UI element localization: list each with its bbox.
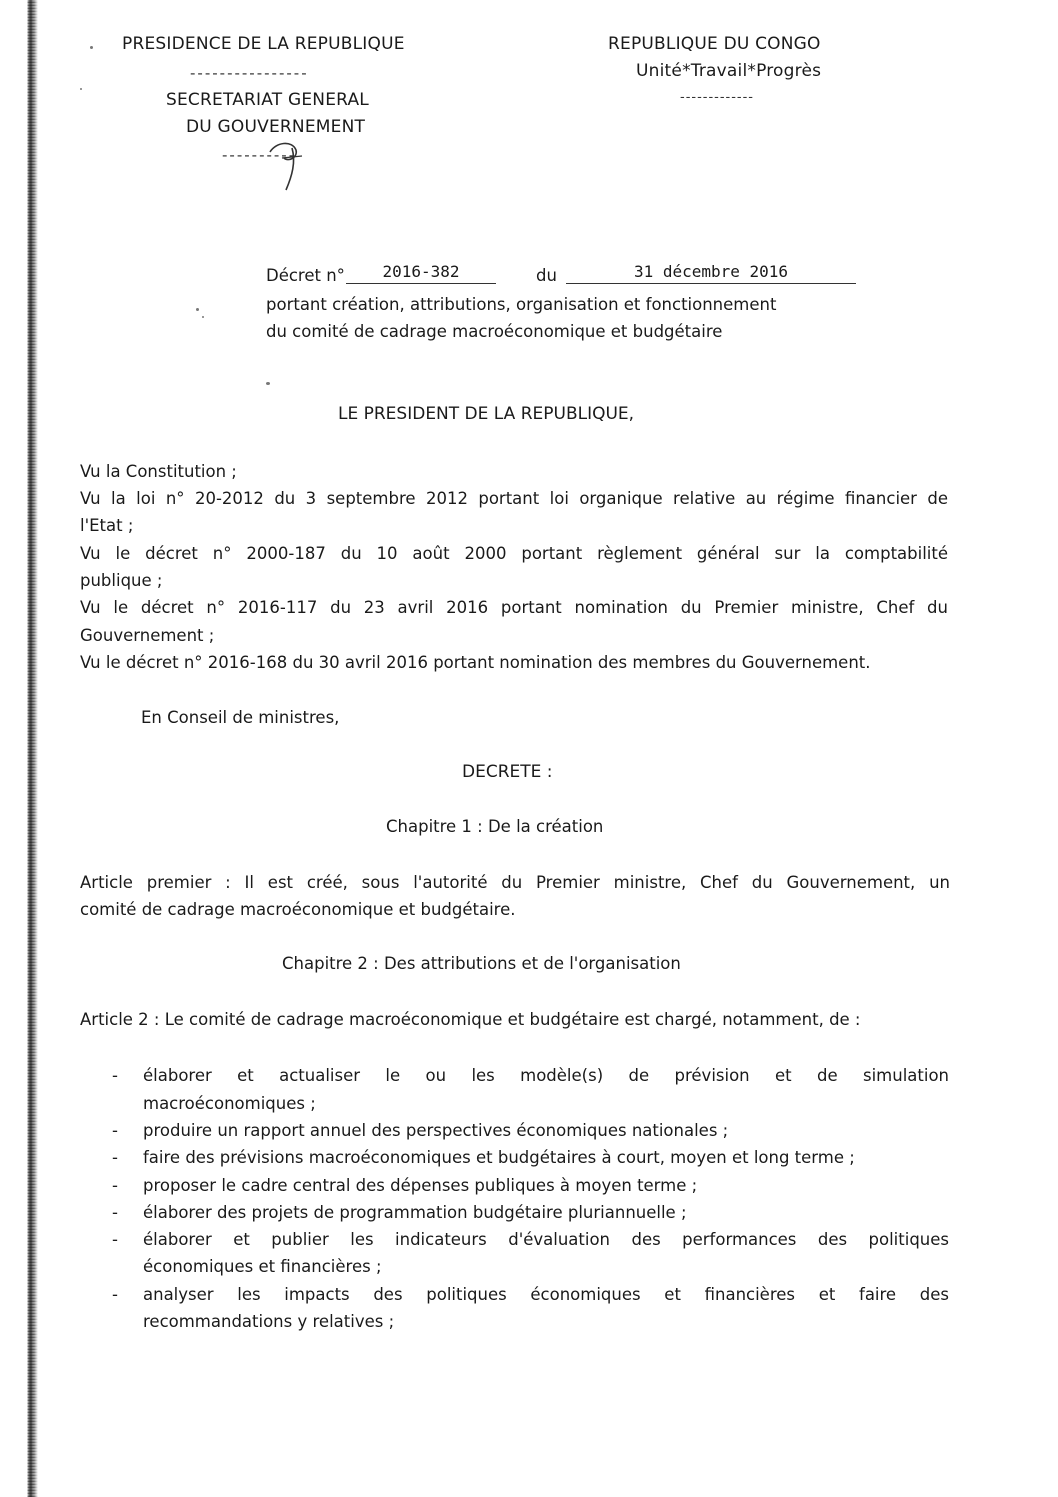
decree-date: 31 décembre 2016 [566,262,856,284]
bullet-dash: - [112,1121,118,1140]
scan-speck [90,46,93,49]
decrete-heading: DECRETE : [462,762,553,782]
scan-speck [80,88,82,90]
visa-line: Vu la loi n° 20-2012 du 3 septembre 2012 portant loi organique relative au régime financier de [80,489,948,508]
decree-subject: portant création, attributions, organisation et fonctionnement [266,295,777,314]
decree-number: 2016-382 [346,262,496,284]
article-text: Article 2 : Le comité de cadrage macroéconomique et budgétaire est chargé, notamment, de : [80,1010,861,1029]
article-text: Article premier : Il est créé, sous l'autorité du Premier ministre, Chef du Gouvernement, un [80,873,950,892]
visa-line: Vu la Constitution ; [80,462,237,481]
visa-line: Vu le décret n° 2016-168 du 30 avril 2016 portant nomination des membres du Gouvernement. [80,653,871,672]
visa-line: l'Etat ; [80,516,134,535]
decree-label: Décret n° [266,266,345,285]
list-item: élaborer et publier les indicateurs d'évaluation des performances des politiques [143,1230,949,1249]
header-separator: ------------- [680,90,754,105]
chapter-heading: Chapitre 2 : Des attributions et de l'organisation [282,954,681,973]
scan-binding-edge [0,0,38,1497]
list-item: analyser les impacts des politiques économiques et financières et faire des [143,1285,949,1304]
visa-line: publique ; [80,571,163,590]
header-motto: Unité*Travail*Progrès [636,61,822,81]
list-item: économiques et financières ; [143,1257,382,1276]
visa-line: Vu le décret n° 2000-187 du 10 août 2000 portant règlement général sur la comptabilité [80,544,948,563]
scan-speck [196,308,199,311]
article-text: comité de cadrage macroéconomique et budgétaire. [80,900,516,919]
header-separator: ---------- [222,146,297,164]
list-item: élaborer et actualiser le ou les modèle(s) de prévision et de simulation [143,1066,949,1085]
conseil-line: En Conseil de ministres, [141,708,340,727]
handwritten-mark [262,128,312,194]
list-item: produire un rapport annuel des perspectives économiques nationales ; [143,1121,729,1140]
bullet-dash: - [112,1066,118,1085]
bullet-dash: - [112,1285,118,1304]
bullet-dash: - [112,1230,118,1249]
decree-subject: du comité de cadrage macroéconomique et budgétaire [266,322,723,341]
chapter-heading: Chapitre 1 : De la création [386,817,604,836]
scan-speck [202,316,204,318]
bullet-dash: - [112,1203,118,1222]
header-republique: REPUBLIQUE DU CONGO [608,34,821,54]
list-item: élaborer des projets de programmation budgétaire pluriannuelle ; [143,1203,687,1222]
bullet-dash: - [112,1148,118,1167]
header-secretariat: SECRETARIAT GENERAL [166,90,369,110]
list-item: proposer le cadre central des dépenses publiques à moyen terme ; [143,1176,698,1195]
visa-line: Gouvernement ; [80,626,215,645]
decree-du-label: du [536,266,557,285]
bullet-dash: - [112,1176,118,1195]
header-gouvernement: DU GOUVERNEMENT [186,117,366,137]
list-item: faire des prévisions macroéconomiques et budgétaires à court, moyen et long terme ; [143,1148,855,1167]
visa-line: Vu le décret n° 2016-117 du 23 avril 2016 portant nomination du Premier ministre, Chef du [80,598,948,617]
decree-number-line [266,262,866,288]
header-separator: ---------------- [190,64,309,82]
list-item: macroéconomiques ; [143,1094,316,1113]
scan-speck [266,382,270,385]
president-heading: LE PRESIDENT DE LA REPUBLIQUE, [338,404,635,424]
list-item: recommandations y relatives ; [143,1312,395,1331]
header-presidence: PRESIDENCE DE LA REPUBLIQUE [122,34,405,54]
